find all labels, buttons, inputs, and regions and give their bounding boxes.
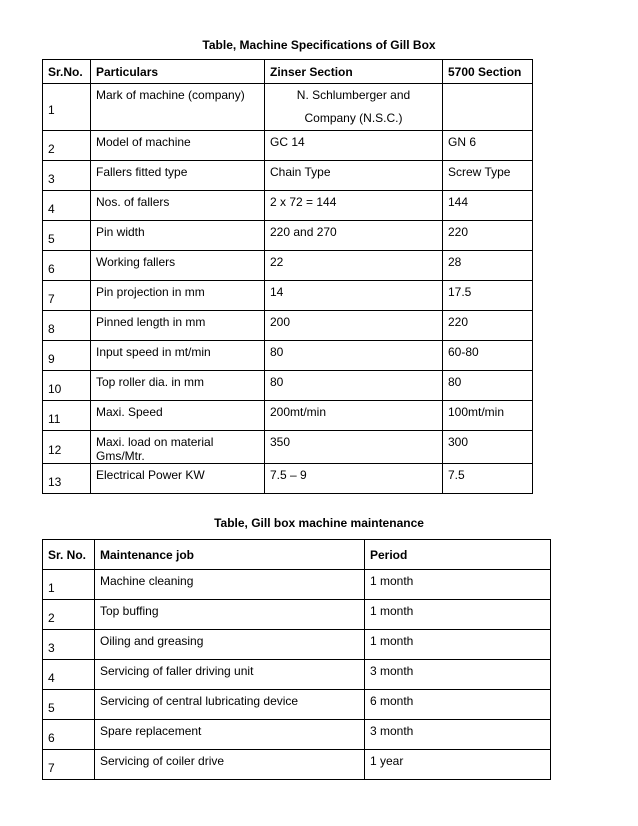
spec-header-particulars: Particulars	[91, 60, 265, 84]
spec-cell-5700: 17.5	[443, 281, 533, 311]
spec-table-row	[43, 281, 533, 311]
spec-cell-srno: 1	[43, 84, 91, 131]
spec-cell-zinser: 22	[265, 251, 443, 281]
spec-cell-srno: 3	[43, 161, 91, 191]
spec-table-row	[43, 401, 533, 431]
spec-table-row	[43, 161, 533, 191]
spec-cell-5700: 28	[443, 251, 533, 281]
spec-cell-zinser: 200mt/min	[265, 401, 443, 431]
maintenance-table-caption: Table, Gill box machine maintenance	[214, 516, 424, 530]
spec-cell-particulars: Maxi. Speed	[91, 401, 265, 431]
spec-cell-zinser: 2 x 72 = 144	[265, 191, 443, 221]
maintenance-table-row	[43, 750, 551, 780]
spec-header-srno: Sr.No.	[43, 60, 91, 84]
maintenance-cell-srno: 4	[43, 660, 95, 690]
maintenance-cell-srno: 6	[43, 720, 95, 750]
spec-cell-particulars: Pin projection in mm	[91, 281, 265, 311]
spec-cell-particulars: Input speed in mt/min	[91, 341, 265, 371]
maintenance-cell-period: 3 month	[365, 660, 551, 690]
spec-cell-srno: 4	[43, 191, 91, 221]
maintenance-cell-job: Machine cleaning	[95, 570, 365, 600]
spec-header-zinser: Zinser Section	[265, 60, 443, 84]
maintenance-cell-job: Servicing of faller driving unit	[95, 660, 365, 690]
spec-table-caption: Table, Machine Specifications of Gill Box	[202, 38, 436, 52]
spec-cell-5700: 7.5	[443, 464, 533, 494]
spec-table-row	[43, 84, 533, 131]
spec-cell-zinser: N. Schlumberger and Company (N.S.C.)	[265, 84, 443, 131]
spec-cell-5700: GN 6	[443, 131, 533, 161]
maintenance-header-row	[43, 540, 551, 570]
spec-table-row	[43, 251, 533, 281]
maintenance-cell-period: 1 year	[365, 750, 551, 780]
maintenance-cell-period: 1 month	[365, 630, 551, 660]
maintenance-cell-period: 1 month	[365, 570, 551, 600]
spec-cell-srno: 13	[43, 464, 91, 494]
spec-cell-srno: 12	[43, 431, 91, 464]
maintenance-cell-srno: 5	[43, 690, 95, 720]
maintenance-cell-period: 3 month	[365, 720, 551, 750]
spec-cell-zinser: 80	[265, 371, 443, 401]
maintenance-table-row	[43, 600, 551, 630]
spec-table-row	[43, 221, 533, 251]
spec-cell-srno: 11	[43, 401, 91, 431]
maintenance-table-row	[43, 690, 551, 720]
spec-cell-srno: 5	[43, 221, 91, 251]
spec-cell-particulars: Model of machine	[91, 131, 265, 161]
spec-cell-zinser: GC 14	[265, 131, 443, 161]
spec-cell-particulars: Nos. of fallers	[91, 191, 265, 221]
spec-cell-particulars: Fallers fitted type	[91, 161, 265, 191]
maintenance-header-period: Period	[365, 540, 551, 570]
maintenance-cell-srno: 3	[43, 630, 95, 660]
spec-cell-5700: 100mt/min	[443, 401, 533, 431]
spec-cell-srno: 7	[43, 281, 91, 311]
maintenance-cell-srno: 7	[43, 750, 95, 780]
maintenance-cell-srno: 2	[43, 600, 95, 630]
spec-cell-particulars: Mark of machine (company)	[91, 84, 265, 131]
spec-cell-srno: 6	[43, 251, 91, 281]
spec-cell-5700: 220	[443, 221, 533, 251]
maintenance-cell-period: 6 month	[365, 690, 551, 720]
spec-cell-zinser: 7.5 – 9	[265, 464, 443, 494]
maintenance-table-row	[43, 720, 551, 750]
maintenance-cell-srno: 1	[43, 570, 95, 600]
spec-cell-5700: 60-80	[443, 341, 533, 371]
spec-table-row	[43, 431, 533, 464]
spec-cell-srno: 8	[43, 311, 91, 341]
maintenance-cell-period: 1 month	[365, 600, 551, 630]
maintenance-cell-job: Top buffing	[95, 600, 365, 630]
spec-table-row	[43, 131, 533, 161]
spec-cell-5700: Screw Type	[443, 161, 533, 191]
spec-cell-particulars: Top roller dia. in mm	[91, 371, 265, 401]
spec-cell-5700: 300	[443, 431, 533, 464]
spec-cell-5700: 80	[443, 371, 533, 401]
machine-spec-table	[42, 59, 533, 494]
spec-cell-zinser: Chain Type	[265, 161, 443, 191]
maintenance-cell-job: Servicing of central lubricating device	[95, 690, 365, 720]
spec-cell-zinser: 14	[265, 281, 443, 311]
maintenance-header-job: Maintenance job	[95, 540, 365, 570]
maintenance-table-row	[43, 570, 551, 600]
spec-cell-particulars: Pinned length in mm	[91, 311, 265, 341]
maintenance-table-row	[43, 630, 551, 660]
maintenance-cell-job: Oiling and greasing	[95, 630, 365, 660]
spec-cell-zinser: 220 and 270	[265, 221, 443, 251]
spec-header-row	[43, 60, 533, 84]
spec-table-row	[43, 371, 533, 401]
spec-cell-particulars: Maxi. load on material Gms/Mtr.	[91, 431, 265, 464]
spec-cell-5700: 220	[443, 311, 533, 341]
spec-cell-zinser: 80	[265, 341, 443, 371]
spec-cell-particulars: Working fallers	[91, 251, 265, 281]
spec-table-row	[43, 191, 533, 221]
spec-table-row	[43, 464, 533, 494]
spec-cell-particulars: Pin width	[91, 221, 265, 251]
spec-cell-srno: 9	[43, 341, 91, 371]
spec-cell-5700	[443, 84, 533, 131]
spec-table-row	[43, 311, 533, 341]
spec-cell-srno: 2	[43, 131, 91, 161]
maintenance-table	[42, 539, 551, 780]
spec-header-5700: 5700 Section	[443, 60, 533, 84]
spec-cell-5700: 144	[443, 191, 533, 221]
spec-cell-zinser: 200	[265, 311, 443, 341]
spec-cell-particulars: Electrical Power KW	[91, 464, 265, 494]
spec-cell-srno: 10	[43, 371, 91, 401]
maintenance-header-srno: Sr. No.	[43, 540, 95, 570]
maintenance-cell-job: Servicing of coiler drive	[95, 750, 365, 780]
maintenance-cell-job: Spare replacement	[95, 720, 365, 750]
spec-table-row	[43, 341, 533, 371]
maintenance-table-row	[43, 660, 551, 690]
spec-cell-zinser: 350	[265, 431, 443, 464]
